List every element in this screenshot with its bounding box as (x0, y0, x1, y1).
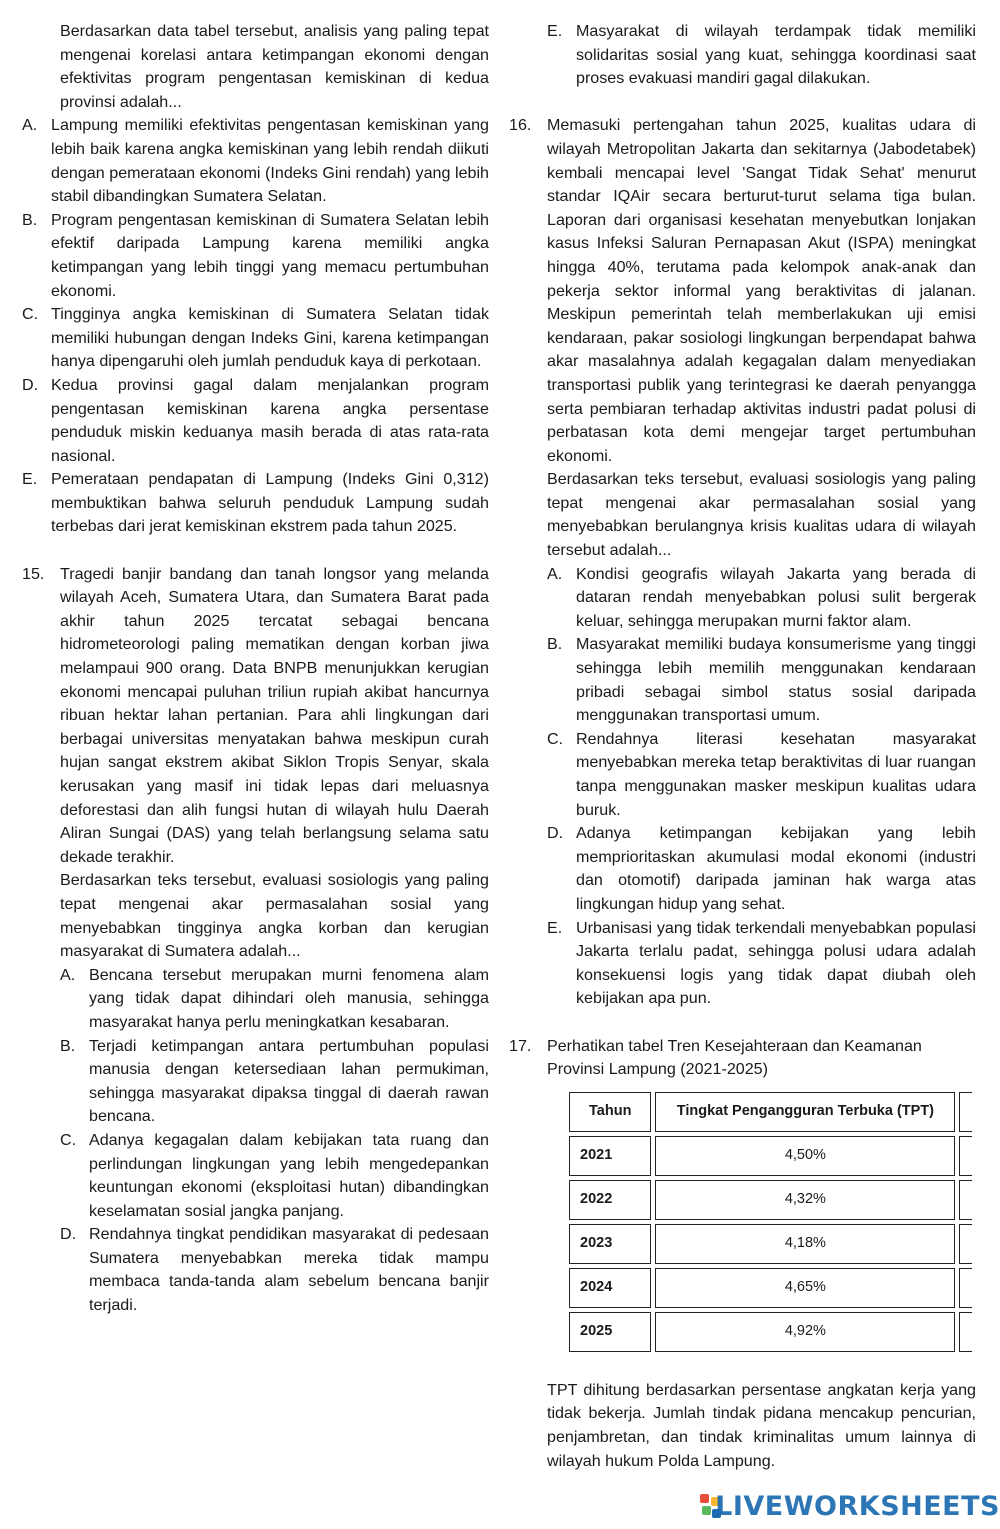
liveworksheets-watermark (700, 1490, 1000, 1524)
option-a[interactable]: A. Kondisi geografis wilayah Jakarta yang berada di dataran rendah menyebabkan polusi sulit bergerak keluar, sehingga merupakan murni faktor alam. (547, 564, 976, 630)
liveworksheets-logo-icon (700, 1494, 709, 1520)
question-number: 16. (509, 116, 532, 135)
cropped-cell (959, 1312, 972, 1352)
cropped-cell (959, 1268, 972, 1308)
watermark-text: LIVEWORKSHEETS (715, 1491, 1000, 1523)
question-16-passage: Memasuki pertengahan tahun 2025, kualitas udara di wilayah Metropolitan Jakarta dan sekitarnya (Jabodetabek) kembali mencapai level 'Sangat Tidak Sehat' menurut standar IQAir secara berturut-turut selama tiga bulan. Laporan dari organisasi kesehatan menyebutkan lonjakan kasus Infeksi Saluran Pernapasan Akut (ISPA) meningkat hingga 40%, terutama pada kelompok anak-anak dan pekerja sektor informal yang beraktivitas di jalanan. Meskipun pemerintah telah memberlakukan uji emisi kendaraan, pakar sosiologi lingkungan berpendapat bahwa akar masalahnya adalah kegagalan dalam menyediakan transportasi publik yang terintegrasi ke daerah penyangga serta pembiaran terhadap aktivitas industri padat polusi di perbatasan kota demi mengejar target pertumbuhan ekonomi. (547, 116, 976, 465)
question-16-options (547, 563, 976, 1011)
table-row (569, 1268, 972, 1308)
column-header-tpt: Tingkat Pengangguran Terbuka (TPT) (655, 1092, 955, 1132)
cell-tpt: 4,65% (655, 1268, 955, 1308)
cell-year: 2024 (569, 1268, 651, 1308)
cell-year: 2025 (569, 1312, 651, 1352)
question-17-note: TPT dihitung berdasarkan persentase angkatan kerja yang tidak bekerja. Jumlah tindak pidana mencakup pencurian, penjambretan, dan tindak kriminalitas umum lainnya di wilayah hukum Polda Lampung. (547, 1380, 976, 1470)
option-e[interactable]: E. Masyarakat di wilayah terdampak tidak memiliki solidaritas sosial yang kuat, sehingga koordinasi saat proses evakuasi mandiri gagal dilakukan. (547, 22, 976, 88)
option-c[interactable]: C. Rendahnya literasi kesehatan masyarakat menyebabkan mereka tetap beraktivitas di luar ruangan tanpa menggunakan masker meskipun kualitas udara buruk. (547, 729, 976, 819)
cropped-cell (959, 1180, 972, 1220)
option-d[interactable]: D. Adanya ketimpangan kebijakan yang lebih memprioritaskan akumulasi modal ekonomi (industri dan otomotif) daripada jaminan hak warga atas lingkungan hidup yang sehat. (547, 824, 976, 913)
question-15-passage: Tragedi banjir bandang dan tanah longsor yang melanda wilayah Aceh, Sumatera Utara, dan Sumatera Barat pada akhir tahun 2025 tercatat sebagai bencana hidrometeorologi paling mematikan dengan korban jiwa melampaui 900 orang. Data BNPB menunjukkan kerugian ekonomi mencapai puluhan triliun rupiah akibat hancurnya ribuan hektar lahan pertanian. Para ahli lingkungan dari berbagai universitas menyatakan bahwa meskipun curah hujan sangat ekstrem akibat Siklon Tropis Senyar, skala kerusakan yang masif ini tidak lepas dari meluasnya deforestasi dan alih fungsi hutan di wilayah hulu Daerah Aliran Sungai (DAS) yang telah berlangsung selama satu dekade terakhir. (60, 564, 489, 866)
question-number: 17. (509, 1036, 532, 1055)
table-row (569, 1312, 972, 1352)
option-c[interactable]: C. Adanya kegagalan dalam kebijakan tata ruang dan perlindungan lingkungan yang lebih mengedepankan keuntungan ekonomi (eksploitasi hutan) dibandingkan keselamatan sosial jangka panjang. (60, 1130, 489, 1220)
option-a[interactable]: A. Lampung memiliki efektivitas pengentasan kemiskinan yang lebih baik karena angka kemiskinan yang lebih rendah diikuti dengan pemerataan ekonomi (Indeks Gini rendah) yang lebih stabil dibandingkan Sumatera Selatan. (22, 116, 489, 206)
question-15-options-continued (509, 20, 976, 91)
option-e[interactable]: E. Pemerataan pendapatan di Lampung (Indeks Gini 0,312) membuktikan bahwa seluruh penduduk Lampung sudah terbebas dari jerat kemiskinan ekstrem pada tahun 2025. (22, 470, 489, 536)
lampung-trend-table (565, 1088, 976, 1356)
left-column (22, 20, 489, 1318)
cell-year: 2021 (569, 1136, 651, 1176)
cell-year: 2022 (569, 1180, 651, 1220)
option-a[interactable]: A. Bencana tersebut merupakan murni fenomena alam yang tidak dapat dihindari oleh manusia, sehingga masyarakat hanya perlu meningkatkan kesabaran. (60, 965, 489, 1031)
option-e[interactable]: E. Urbanisasi yang tidak terkendali menyebabkan populasi Jakarta terlalu padat, sehingga polusi udara adalah konsekuensi logis yang tidak dapat diubah oleh kebijakan apa pun. (547, 918, 976, 1008)
cell-tpt: 4,32% (655, 1180, 955, 1220)
option-b[interactable]: B. Masyarakat memiliki budaya konsumerisme yang tinggi sehingga lebih memilih menggunakan kendaraan pribadi sebagai simbol status sosial daripada menggunakan transportasi umum. (547, 635, 976, 725)
table-row (569, 1224, 972, 1264)
option-c[interactable]: C. Tingginya angka kemiskinan di Sumatera Selatan tidak memiliki hubungan dengan Indeks Gini, karena ketimpangan hanya dipengaruhi oleh jumlah penduduk kaya di perkotaan. (22, 305, 489, 371)
question-15 (22, 563, 489, 1318)
option-d[interactable]: D. Rendahnya tingkat pendidikan masyarakat di pedesaan Sumatera menyebabkan mereka tidak mampu membaca tanda-tanda alam sebelum bencana banjir terjadi. (60, 1225, 489, 1315)
table-header-row (569, 1092, 972, 1132)
question-15-options (60, 964, 489, 1318)
question-16-prompt: Berdasarkan teks tersebut, evaluasi sosiologis yang paling tepat mengenai akar permasalahan sosial yang menyebabkan berulangnya krisis kualitas udara di wilayah tersebut adalah... (547, 470, 976, 560)
question-17-intro: Perhatikan tabel Tren Kesejahteraan dan Keamanan Provinsi Lampung (2021-2025) (547, 1036, 922, 1079)
cropped-cell (959, 1136, 972, 1176)
cropped-column (959, 1092, 972, 1132)
question-16 (509, 114, 976, 1011)
option-b[interactable]: B. Program pengentasan kemiskinan di Sumatera Selatan lebih efektif daripada Lampung karena memiliki angka ketimpangan yang lebih tinggi yang memacu pertumbuhan ekonomi. (22, 210, 489, 300)
table-row (569, 1180, 972, 1220)
logo-square-red (700, 1494, 709, 1503)
cropped-cell (959, 1224, 972, 1264)
question-17 (509, 1035, 976, 1474)
option-d[interactable]: D. Kedua provinsi gagal dalam menjalankan program pengentasan kemiskinan karena angka persentase penduduk miskin keduanya masih berada di atas rata-rata nasional. (22, 375, 489, 465)
column-header-year: Tahun (569, 1092, 651, 1132)
logo-square-green (702, 1506, 711, 1515)
table-analysis-options (22, 114, 489, 539)
cell-tpt: 4,18% (655, 1224, 955, 1264)
table-row (569, 1136, 972, 1176)
cell-year: 2023 (569, 1224, 651, 1264)
option-b[interactable]: B. Terjadi ketimpangan antara pertumbuhan populasi manusia dengan ketersediaan lahan permukiman, sehingga masyarakat dipaksa tinggal di daerah rawan bencana. (60, 1036, 489, 1126)
cell-tpt: 4,50% (655, 1136, 955, 1176)
right-column (509, 20, 976, 1473)
table-analysis-question-text: Berdasarkan data tabel tersebut, analisis yang paling tepat mengenai korelasi antara ketimpangan ekonomi dengan efektivitas program pengentasan kemiskinan di kedua provinsi adalah... (60, 22, 489, 111)
cell-tpt: 4,92% (655, 1312, 955, 1352)
question-15-prompt: Berdasarkan teks tersebut, evaluasi sosiologis yang paling tepat mengenai akar permasalahan sosial yang menyebabkan tingginya angka korban dan kerugian masyarakat di Sumatera adalah... (60, 871, 489, 961)
question-number: 15. (22, 564, 45, 583)
